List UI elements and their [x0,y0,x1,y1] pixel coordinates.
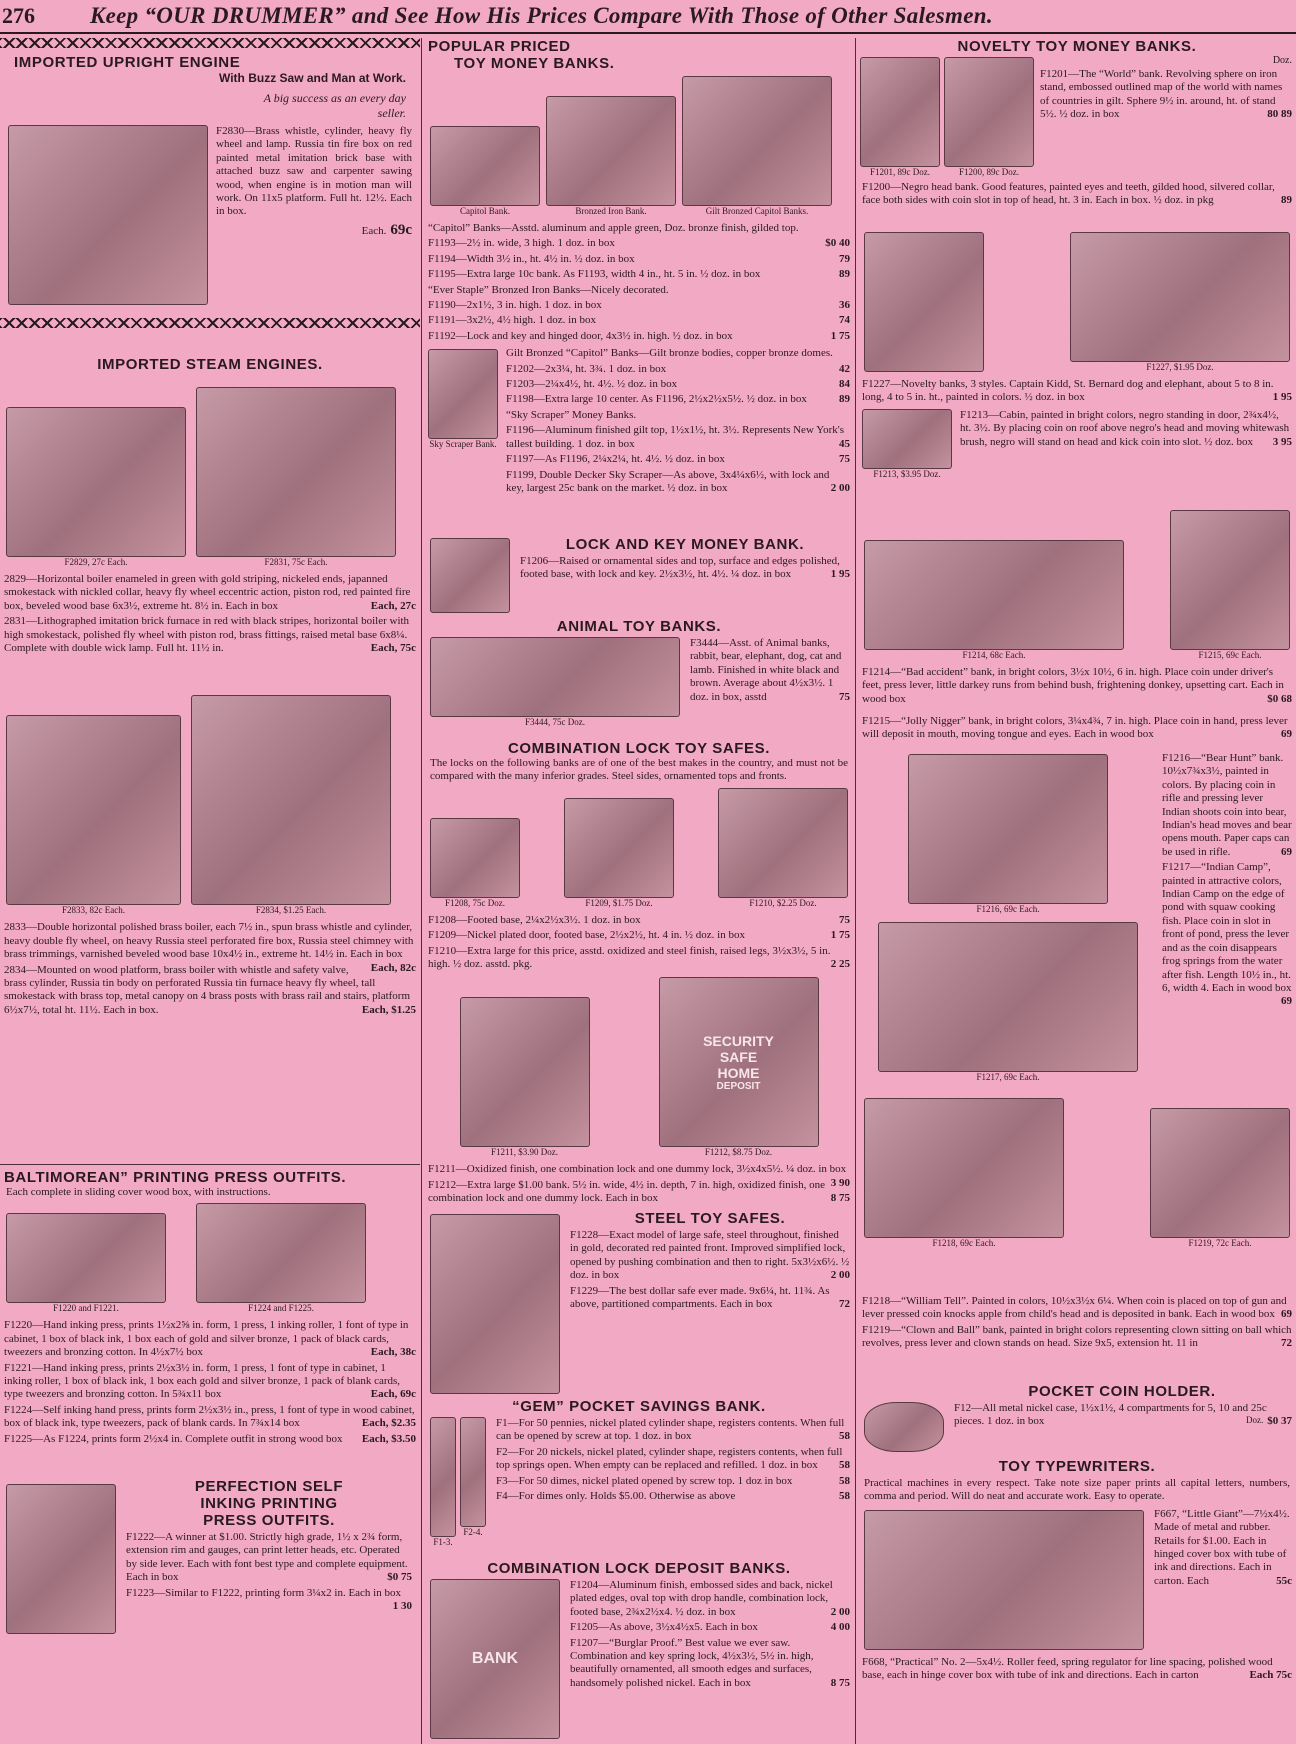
animal-item-3444: F3444—Asst. of Animal banks, rabbit, bear, elephant, dog, cat and lamb. Finished in white black and brown. Average about 4½x3½. 1 doz. in box, asstd 75 [690,637,850,703]
page-header [0,0,1296,34]
animal-banks-section [424,618,854,738]
novelty-figures-section [858,228,1296,479]
gem-bank-section [424,1398,854,1558]
deposit-bank-image [430,1579,560,1739]
column-divider [855,38,856,1744]
lock-key-bank-image [430,538,510,613]
pocket-coin-holder-image [864,1402,944,1452]
engine-heading: IMPORTED UPRIGHT ENGINE [14,54,241,71]
safe-1210-image [718,788,848,898]
caption: F1211, $3.90 Doz. [491,1147,558,1158]
safe-label: HOME [717,1064,760,1081]
steam-engine-2831-image [196,387,396,557]
press-item-1221: F1221—Hand inking press, prints 2½x3½ in. form, 1 press, 1 font of type in cabinet, 1 inking roller, 1 box of black ink, 1 box each gold and silver bronze, 1 pack of blank cards, type tweezers and bronzing cotton. In 5¾x11 box Each, 69c [4,1361,416,1401]
capitol-intro: “Capitol” Banks—Asstd. aluminum and apple green, Doz. bronze finish, gilded top. [428,222,799,234]
caption: Capitol Bank. [460,206,510,216]
list-item: F2—For 20 nickels, nickel plated, cylinder shape, registers contents, when full top springs open. When empty can be replaced and refilled. 1 doz. in box 58 [496,1445,850,1472]
upright-engine-section [0,38,420,328]
caption: F1214, 68c Each. [962,650,1026,660]
steam-item-2833: 2833—Double horizontal polished brass boiler, each 7½ in., spun brass whistle and cylinder, heavy double fly wheel, on heavy Russia steel perforated fire box, Russia steel chimney with brass trimmings, varnished beveled wood base 10x4½ in., extreme ht. 14½ in. Each in box Each, 82c [4,921,416,974]
safe-1209-image [564,798,674,898]
caption: Sky Scraper Bank. [429,439,497,450]
gem-heading: “GEM” POCKET SAVINGS BANK. [512,1398,766,1415]
engine-description: F2830—Brass whistle, cylinder, heavy fly wheel and lamp. Russia tin fire box on red painted metal imitation brick base with attached buzz saw and carpenter sawing wood, when engine is in motion man will work. On 11x5 platform. Full ht. 12½. Each in box. [216,125,412,218]
list-item: F1199, Double Decker Sky Scraper—As above, 3x4¼x6½, with lock and key, largest 25c bank on the market. ½ doz. in box 2 00 [506,468,850,494]
st-bernard-bank-image [1070,232,1290,362]
list-item: F1210—Extra large for this price, asstd. oxidized and steel finish, raised legs, 3½x3½, 5 in. high. ½ doz. asstd. pkg. 2 25 [428,944,850,971]
caption: F1227, $1.95 Doz. [1146,362,1214,372]
captain-kidd-bank-image [864,232,984,372]
column-middle [424,38,854,1744]
animal-banks-image [430,637,680,717]
steam-item-2834: 2834—Mounted on wood platform, brass boiler with whistle and safety valve, brass cylinder, Russia tin body on perforated Russia tin furnace heavy fly wheel, tall smokestack with brass top, metal canopy on 4 brass posts with brass rail and stairs, platform 6½x7½, total ht. 11½. Each in box. Each, $1.25 [4,963,416,1016]
caption: F2831, 75c Each. [264,557,328,567]
engine-subheading: With Buzz Saw and Man at Work. [218,71,406,85]
world-bank-image [860,57,940,167]
zigzag-border [0,318,420,328]
perfection-item-1223: F1223—Similar to F1222, printing form 3¼x2 in. Each in box 1 30 [126,1586,412,1613]
caption: F1-3. [433,1537,453,1547]
popular-heading: POPULAR PRICED [428,38,571,55]
engine-price-label: Each. [361,224,387,237]
deposit-banks-section [424,1560,854,1744]
caption: F3444, 75c Doz. [525,717,585,727]
novelty-item-1215: F1215—“Jolly Nigger” bank, in bright colors, 3¼x4¾, 7 in. high. Place coin in hand, press lever will deposit in mouth, moving tongue and eyes. Each in wood box 69 [862,715,1292,741]
caption: F1215, 69c Each. [1198,650,1262,660]
caption: F1217, 69c Each. [976,1072,1040,1082]
bear-hunt-section [858,750,1296,1295]
caption: F1209, $1.75 Doz. [585,897,653,908]
column-divider [421,38,422,1744]
tell-clown-text [858,1293,1296,1383]
column-left [0,38,420,1744]
caption: F2829, 27c Each. [64,557,128,567]
bad-accident-bank-image [864,540,1124,650]
perfection-press-image [6,1484,116,1634]
caption: F2-4. [463,1527,483,1537]
list-item: F3—For 50 dimes, nickel plated opened by screw top. 1 doz in box 58 [496,1474,850,1487]
lock-item-1206: F1206—Raised or ornamental sides and top, surface and edges polished, footed base, with lock and key. 2½x3½, ht. 4½. ¼ doz. in box 1 95 [520,555,850,581]
list-item: F1211—Oxidized finish, one combination lock and one dummy lock, 3½x4x5½. ¼ doz. in box 3 90 [428,1163,850,1189]
list-item: F1194—Width 3½ in., ht. 4½ in. ½ doz. in box 79 [428,252,850,265]
list-item: F1229—The best dollar safe ever made. 9x6¼, ht. 11¾. As above, partitioned compartments. Each in box 72 [570,1284,850,1311]
popular-heading: TOY MONEY BANKS. [454,55,615,72]
perfection-item-1222: F1222—A winner at $1.00. Strictly high grade, 1½ x 2¾ form, extension rim and gauges, can print letter heads, etc. Operated by side lever. Each with font best type and complete equipment. Each in box $0 75 [126,1531,412,1584]
perfection-heading: INKING PRINTING [200,1495,338,1512]
novelty-item-1200: F1200—Negro head bank. Good features, painted eyes and teeth, gilded hood, silvered collar, face both sides with coin slot in top of head, ht. 3 in. Each in box. ½ doz. in pkg 89 [862,181,1292,207]
typewriters-section [858,1458,1296,1744]
steam-engines-section [0,356,420,1286]
combination-safes-section [424,740,854,1210]
caption: F1212, $8.75 Doz. [704,1147,773,1158]
steam-item-2829: 2829—Horizontal boiler enameled in green with gold striping, nickeled ends, japanned smokestack with nickled collar, heavy fly wheel eccentric action, piston rod, red painted fire box, beveled wood base 6x3½, extreme ht. 8½ in. Each in box Each, 27c [4,573,416,612]
list-item: F1212—Extra large $1.00 bank. 5½ in. wide, 4½ in. depth, 7 in. high, oxidized finish, one combination lock and one dummy lock. Each in box 8 75 [428,1178,850,1205]
list-item: F1195—Extra large 10c bank. As F1193, width 4 in., ht. 5 in. ½ doz. in box 89 [428,268,850,281]
type-item-f668: F668, “Practical” No. 2—5x4½. Roller feed, spring regulator for line spacing, polished wood base, each in hinge cover box with tube of ink and directions. Each in carton Each 75c [862,1655,1292,1682]
novelty-item-1217: F1217—“Indian Camp”, painted in attractive colors, Indian Camp on the edge of pond with squaw cooking fish. Place coin in slot in front of pond, press the lever and as the coin disappears frog springs from the water after fish. Length 10½ in., ht. 6, width 4. Each in wood box 69 [1162,861,1292,1008]
press-item-1224: F1224—Self inking hand press, prints form 2½x3½ in., press, 1 font of type in wood cabinet, box of black ink, type tweezers, pack of blank cards. In 7¾x14 box Each, $2.35 [4,1403,416,1430]
perfection-heading: PERFECTION SELF [194,1478,344,1495]
list-item: F1205—As above, 3½x4½x5. Each in box 4 00 [570,1621,850,1634]
steam-heading: IMPORTED STEAM ENGINES. [97,356,323,373]
type-item-f667: F667, “Little Giant”—7½x4½. Made of metal and rubber. Retails for $1.00. Each in hinged cover box with tube of ink and directions. Each in carton. Each 55c [1154,1507,1292,1587]
novelty-item-1219: F1219—“Clown and Ball” bank, painted in bright colors representing clown sitting on ball which revolves, press lever and clown stands on head. Size 9x5, extension ht. 11 in 72 [862,1323,1292,1350]
press-1224-image [196,1203,366,1303]
type-intro: Practical machines in every respect. Take note size paper prints all capital letters, numbers, comma and period. Will do neat and accurate work. Easy to operate. [864,1477,1290,1503]
press-item-1220: F1220—Hand inking press, prints 1½x2⅝ in. form, 1 press, 1 inking roller, 1 font of type in cabinet, 1 box of black ink, 1 box each of gold and silver bronze, 1 pack of black cards, tweezers and bronzing cotton. In 4½x7½ box Each, 38c [4,1319,416,1359]
caption: Bronzed Iron Bank. [575,206,647,216]
press-subheading: Each complete in sliding cover wood box, with instructions. [6,1186,271,1198]
list-item: F1203—2¼x4½, ht. 4½. ½ doz. in box 84 [506,378,850,391]
caption: F2833, 82c Each. [62,905,125,916]
popular-banks-section [424,38,854,536]
cabin-bank-image [862,409,952,469]
william-tell-bank-image [864,1098,1064,1238]
lock-key-bank-section [424,536,854,616]
novelty-item-1227: F1227—Novelty banks, 3 styles. Captain Kidd, St. Bernard dog and elephant, about 5 to 8 in. long, 4 to 5 in. ht., painted in colors. ½ doz. in box 1 95 [862,378,1292,404]
list-item: F1—For 50 pennies, nickel plated cylinder shape, registers contents. When full can be opened by screw at top. 1 doz. in box 58 [496,1417,850,1443]
novelty-item-1218: F1218—“William Tell”. Painted in colors, 10½x3½x 6¼. When coin is placed on top of gun and lever pressed coin knocks apple from child's head and is deposited in bank. Each in wood box 69 [862,1295,1292,1321]
caption: F1208, 75c Doz. [445,897,505,908]
sky-scraper-bank-image [428,349,498,439]
caption: F1216, 69c Each. [976,904,1040,914]
gilt-intro: Gilt Bronzed “Capitol” Banks—Gilt bronze bodies, copper bronze domes. [506,347,833,360]
list-item: F4—For dimes only. Holds $5.00. Otherwise as above 58 [496,1490,850,1503]
page-number: 276 [2,3,35,28]
safe-1208-image [430,818,520,898]
list-item: F1208—Footed base, 2¼x2½x3½. 1 doz. in box 75 [428,913,850,926]
indian-camp-bank-image [878,922,1138,1072]
mechanical-banks-section [858,506,1296,716]
perfection-press-section [0,1478,420,1744]
list-item: F1207—“Burglar Proof.” Best value we ever saw. Combination and key spring lock, 4½x3½, 5½ in. high, beautifully ornamented, all smooth edges and surfaces, handsomely polished nickel. Each in box 8 75 [570,1636,850,1689]
sky-intro: “Sky Scraper” Money Banks. [506,408,637,421]
caption: F1210, $2.25 Doz. [749,897,817,908]
safe-label: DEPOSIT [716,1080,761,1092]
combo-heading: COMBINATION LOCK TOY SAFES. [507,740,771,757]
list-item: F1202—2x3¼, ht. 3¾. 1 doz. in box 42 [506,362,850,375]
list-item: F1198—Extra large 10 center. As F1196, 2½x2½x5½. ½ doz. in box 89 [506,393,850,406]
zigzag-border [0,38,420,48]
column-right [858,38,1296,1744]
novelty-heading: NOVELTY TOY MONEY BANKS. [957,38,1197,55]
pocket-item-f12: F12—All metal nickel case, 1½x1½, 4 compartments for 5, 10 and 25c pieces. 1 doz. in box $0 37 Doz. [954,1402,1292,1428]
list-item: F1192—Lock and key and hinged door, 4x3½ in. high. ½ doz. in box 1 75 [428,329,850,342]
engine-price: 69c [390,221,412,238]
caption: F1218, 69c Each. [932,1238,996,1248]
caption: F1219, 72c Each. [1188,1238,1252,1248]
bear-hunt-bank-image [908,754,1108,904]
novelty-item-1213: F1213—Cabin, painted in bright colors, negro standing in door, 2¾x4½, ht. 3½. By placing coin on roof above negro's head and moving whitewash brush, negro will stand on head and kick coin into slot. ½ doz. box 3 95 [960,408,1292,448]
caption: F1224 and F1225. [248,1303,314,1314]
list-item: F1193—2½ in. wide, 3 high. 1 doz. in box $0 40 [428,237,850,250]
negro-head-bank-image [944,57,1034,167]
list-item: F1197—As F1196, 2¼x2¼, ht. 4½. ½ doz. in box 75 [506,453,850,466]
safe-1211-image [460,997,590,1147]
steam-engine-2834-image [191,695,391,905]
list-item: F1209—Nickel plated door, footed base, 2½x2½, ht. 4 in. ½ doz. in box 1 75 [428,929,850,942]
pocket-coin-section [858,1383,1296,1458]
press-1220-image [6,1213,166,1303]
steel-safe-image [430,1214,560,1394]
deposit-heading: COMBINATION LOCK DEPOSIT BANKS. [487,1560,791,1577]
caption: F2834, $1.25 Each. [255,905,327,916]
jolly-bank-image [1170,510,1290,650]
novelty-item-1201: F1201—The “World” bank. Revolving sphere on iron stand, embossed outlined map of the world with names of countries in gilt. Sphere 9½ in. around, ht. of stand 5½. ½ doz. in box 80 89 [1040,68,1292,121]
bronzed-iron-bank-image [546,96,676,206]
gem-bank-f2-image [460,1417,486,1527]
steam-item-2831: 2831—Lithographed imitation brick furnace in red with black stripes, horizontal boiler with high smokestack, polished fly wheel with piston rod, brass fittings, raised metal base 6x8¼. Complete with double wick lamp. Full ht. 11½ in. Each, 75c [4,615,416,655]
type-heading: TOY TYPEWRITERS. [998,1458,1156,1475]
novelty-item-1214: F1214—“Bad accident” bank, in bright colors, 3½x 10½, 6 in. high. Place coin under driver's feet, press lever, little darkey runs from behind bush, frightening donkey, upsetting cart. Each in wood box $0 68 [862,666,1292,705]
list-item: F1228—Exact model of large safe, steel throughout, finished in gold, decorated red painted front. Improved simplified lock, opened by pushing combination and then to right. 5x3½x6½. ½ doz. in box 2 00 [570,1229,850,1282]
pocket-heading: POCKET COIN HOLDER. [1028,1383,1216,1400]
steam-engine-2833-image [6,715,181,905]
list-item: F1204—Aluminum finish, embossed sides and back, nickel plated edges, oval top with drop handle, combination lock, footed base, 2¾x2½x4. ½ doz. in box 2 00 [570,1579,850,1618]
engine-tagline: A big success as an every day seller. [263,91,406,120]
page-title: Keep “OUR DRUMMER” and See How His Prices Compare With Those of Other Salesmen. [90,3,993,28]
animal-heading: ANIMAL TOY BANKS. [556,618,722,635]
caption: F1213, $3.95 Doz. [873,468,941,479]
caption: F1201, 89c Doz. [870,167,930,177]
upright-engine-image [8,125,208,305]
combo-intro: The locks on the following banks are of one of the best makes in the country, and must not be compared with the many inferior grades. Steel sides, ornamented tops and fronts. [430,757,848,783]
caption: Gilt Bronzed Capitol Banks. [705,206,809,216]
lock-heading: LOCK AND KEY MONEY BANK. [565,536,805,553]
gilt-capitol-bank-image [682,76,832,206]
caption: F1200, 89c Doz. [959,167,1019,177]
typewriter-image [864,1510,1144,1650]
clown-ball-bank-image [1150,1108,1290,1238]
list-item: “Ever Staple” Bronzed Iron Banks—Nicely decorated. [428,283,669,296]
gem-bank-f1-image [430,1417,456,1537]
safe-label: SECURITY [703,1032,774,1049]
steel-heading: STEEL TOY SAFES. [634,1210,786,1227]
capitol-bank-image [430,126,540,206]
perfection-heading: PRESS OUTFITS. [203,1512,335,1529]
list-item: F1190—2x1½, 3 in. high. 1 doz. in box 36 [428,299,850,312]
press-item-1225: F1225—As F1224, prints form 2½x4 in. Complete outfit in strong wood box Each, $3.50 [4,1432,416,1445]
safe-label: SAFE [719,1048,758,1065]
bank-label: BANK [471,1650,519,1667]
novelty-item-1216: F1216—“Bear Hunt” bank. 10½x7¾x3½, painted in colors. By placing coin in rifle and pressing lever Indian shoots coin into bear, Indian's head moves and bear opens mouth. Paper caps can be used in rifle. 69 [1162,752,1292,858]
press-heading: BALTIMOREAN” PRINTING PRESS OUTFITS. [4,1169,347,1186]
safe-1212-image [659,977,819,1147]
doz-label: Doz. [1272,55,1292,66]
list-item: F1196—Aluminum finished gilt top, 1½x1½, ht. 3½. Represents New York's tallest building. 1 doz. in box 45 [506,424,850,450]
steel-safes-section [424,1210,854,1400]
printing-press-section [0,1164,420,1464]
steam-engine-2829-image [6,407,186,557]
list-item: F1191—3x2½, 4½ high. 1 doz. in box 74 [428,314,850,327]
jolly-bank-text [858,713,1296,743]
caption: F1220 and F1221. [53,1303,119,1314]
